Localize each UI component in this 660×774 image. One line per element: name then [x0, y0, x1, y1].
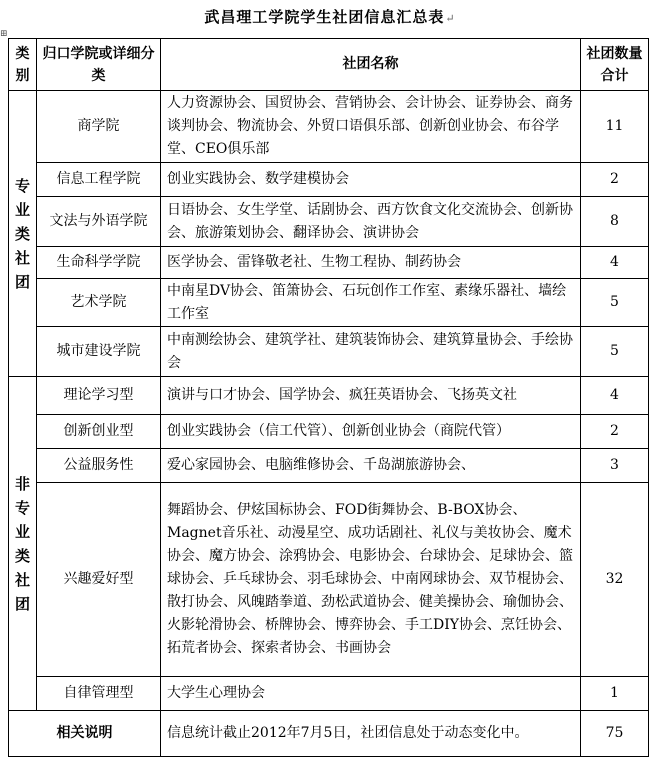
count-cell: 5 [581, 327, 649, 377]
count-cell: 11 [581, 91, 649, 163]
category-cell: 非专业类社团 [9, 377, 37, 711]
college-cell: 生命科学学院 [37, 247, 161, 279]
count-cell: 1 [581, 677, 649, 711]
footer-label: 相关说明 [9, 711, 161, 757]
names-cell: 演讲与口才协会、国学协会、疯狂英语协会、飞扬英文社 [161, 377, 581, 415]
header-category: 类别 [9, 39, 37, 91]
category-cell: 专业类社团 [9, 91, 37, 377]
names-cell: 创业实践协会、数学建模协会 [161, 163, 581, 197]
names-cell: 日语协会、女生学堂、话剧协会、西方饮食文化交流协会、创新协会、旅游策划协会、翻译协会、演讲协会 [161, 197, 581, 247]
count-cell: 32 [581, 483, 649, 677]
college-cell: 商学院 [37, 91, 161, 163]
names-cell: 创业实践协会（信工代管）、创新创业协会（商院代管） [161, 415, 581, 449]
names-cell: 中南星DV协会、笛箫协会、石玩创作工作室、素缘乐器社、墙绘工作室 [161, 279, 581, 327]
names-cell: 中南测绘协会、建筑学社、建筑装饰协会、建筑算量协会、手绘协会 [161, 327, 581, 377]
table-row [9, 91, 649, 163]
footer-total: 75 [581, 711, 649, 757]
document-title [0, 6, 660, 27]
college-cell: 文法与外语学院 [37, 197, 161, 247]
college-cell: 自律管理型 [37, 677, 161, 711]
table-row [9, 279, 649, 327]
table-row [9, 197, 649, 247]
table-row [9, 677, 649, 711]
table-row [9, 449, 649, 483]
college-cell: 公益服务性 [37, 449, 161, 483]
table-row [9, 327, 649, 377]
table-row [9, 415, 649, 449]
footer-note: 信息统计截止2012年7月5日，社团信息处于动态变化中。 [161, 711, 581, 757]
count-cell: 4 [581, 377, 649, 415]
table-row [9, 377, 649, 415]
college-cell: 艺术学院 [37, 279, 161, 327]
names-cell: 舞蹈协会、伊炫国标协会、FOD街舞协会、B-BOX协会、Magnet音乐社、动漫星空、成功话剧社、礼仪与美妆协会、魔术协会、魔方协会、涂鸦协会、电影协会、台球协会、足球协会、篮球协会、乒乓球协会、羽毛球协会、中南网球协会、双节棍协会、散打协会、风魄踏拳道、劲松武道协会、健美操协会、瑜伽协会、火影轮滑协会、桥牌协会、博弈协会、手工DIY协会、烹饪协会、拓荒者协会、探索者协会、书画协会 [161, 483, 581, 677]
club-summary-table [8, 38, 649, 757]
names-cell: 大学生心理协会 [161, 677, 581, 711]
names-cell: 人力资源协会、国贸协会、营销协会、会计协会、证券协会、商务谈判协会、物流协会、外贸口语俱乐部、创新创业协会、布谷学堂、CEO俱乐部 [161, 91, 581, 163]
table-row [9, 247, 649, 279]
college-cell: 信息工程学院 [37, 163, 161, 197]
count-cell: 8 [581, 197, 649, 247]
table-row [9, 163, 649, 197]
college-cell: 城市建设学院 [37, 327, 161, 377]
college-cell: 理论学习型 [37, 377, 161, 415]
college-cell: 兴趣爱好型 [37, 483, 161, 677]
count-cell: 2 [581, 415, 649, 449]
paragraph-mark: ↵ [445, 12, 456, 25]
header-count: 社团数量合计 [581, 39, 649, 91]
header-names: 社团名称 [161, 39, 581, 91]
count-cell: 4 [581, 247, 649, 279]
footer-row [9, 711, 649, 757]
names-cell: 医学协会、雷锋敬老社、生物工程协、制药协会 [161, 247, 581, 279]
names-cell: 爱心家园协会、电脑维修协会、千岛湖旅游协会、 [161, 449, 581, 483]
header-row [9, 39, 649, 91]
count-cell: 3 [581, 449, 649, 483]
title-text: 武昌理工学院学生社团信息汇总表 [204, 8, 445, 26]
table-row [9, 483, 649, 677]
table-anchor-icon[interactable]: ⊞ [0, 29, 8, 39]
header-college: 归口学院或详细分类 [37, 39, 161, 91]
college-cell: 创新创业型 [37, 415, 161, 449]
count-cell: 5 [581, 279, 649, 327]
count-cell: 2 [581, 163, 649, 197]
